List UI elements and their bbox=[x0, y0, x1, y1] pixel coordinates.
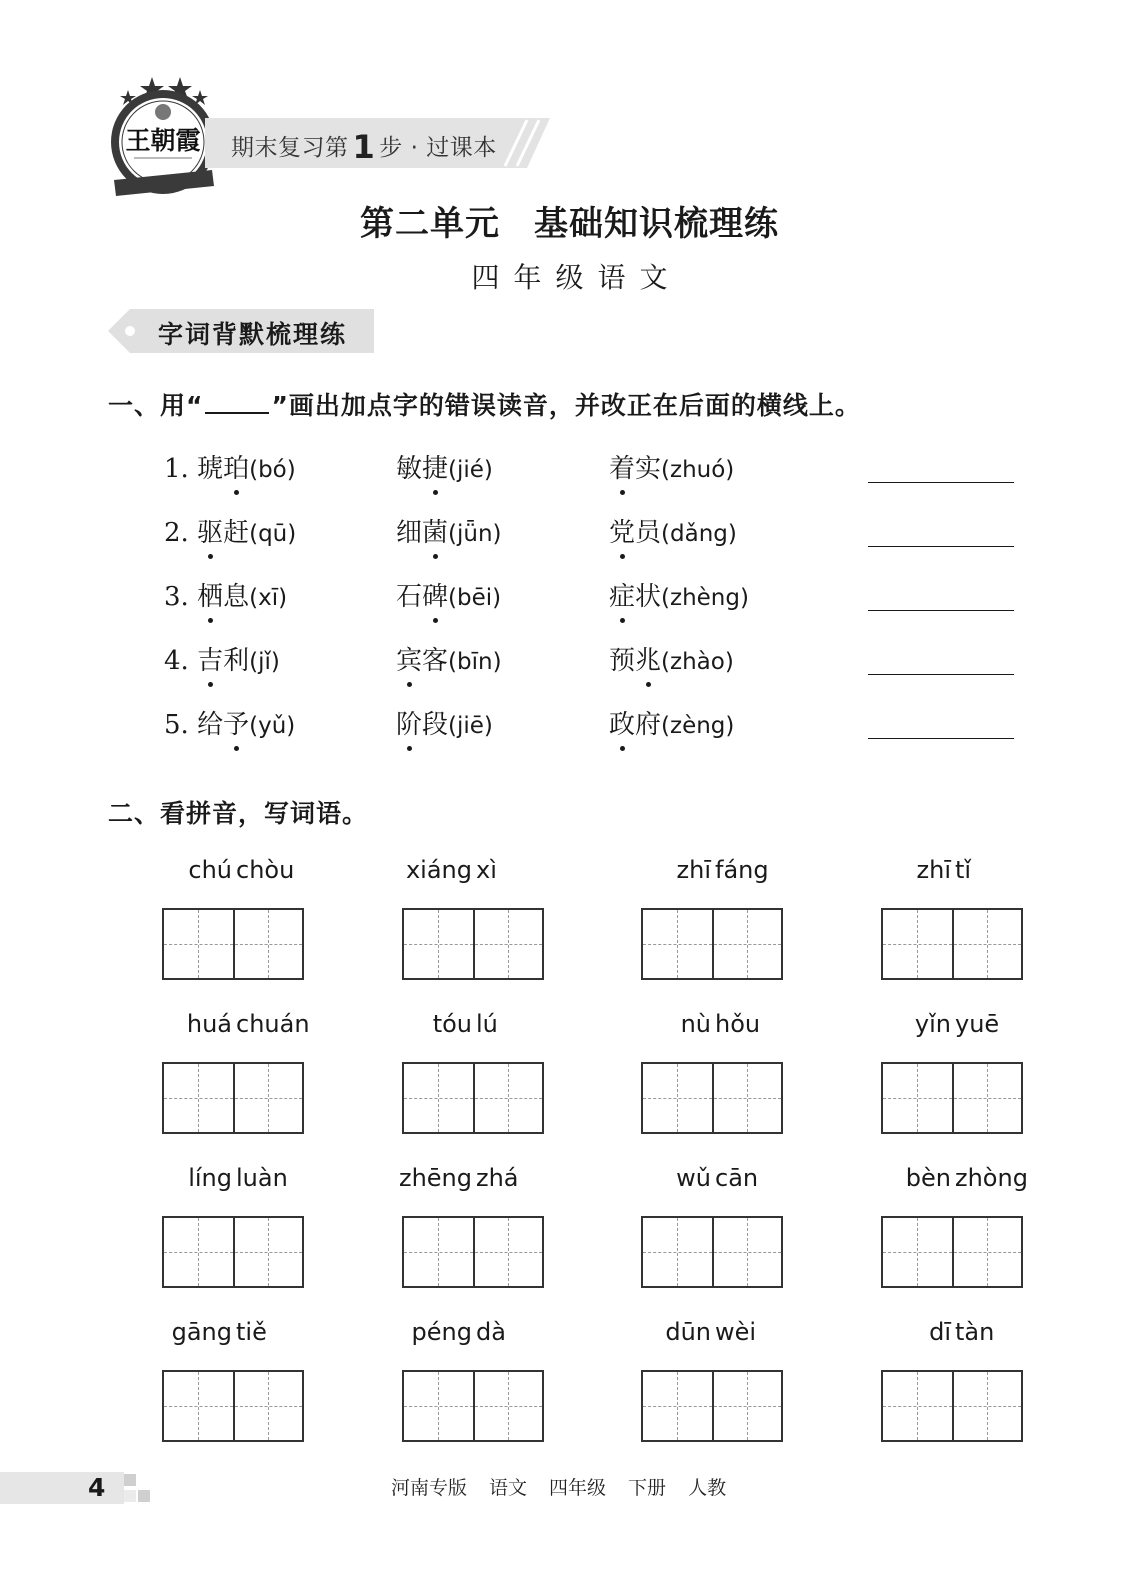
dotted-char: 政 bbox=[609, 704, 635, 741]
pinyin-syllable: zhòng bbox=[955, 1164, 1028, 1192]
word-item bbox=[164, 640, 280, 677]
pinyin-label bbox=[881, 1318, 1025, 1352]
question-1-row bbox=[0, 448, 1139, 488]
pinyin-syllable: luàn bbox=[236, 1164, 288, 1192]
pinyin-reading: (jié) bbox=[448, 457, 493, 483]
tianzige-box[interactable] bbox=[233, 1218, 302, 1286]
dotted-char: 菌 bbox=[422, 512, 448, 549]
pinyin-label bbox=[402, 1318, 546, 1352]
pinyin-syllable: yǐn bbox=[914, 1010, 951, 1038]
dotted-char: 阶 bbox=[396, 704, 422, 741]
word-char: 细 bbox=[396, 518, 423, 548]
pinyin-syllable: tǐ bbox=[955, 856, 972, 884]
tianzige-boxes bbox=[162, 908, 304, 980]
pinyin-syllable: cān bbox=[715, 1164, 759, 1192]
pinyin-reading: (yǔ) bbox=[249, 713, 296, 739]
word-char: 给 bbox=[197, 710, 224, 740]
pinyin-syllable: tóu bbox=[432, 1010, 472, 1038]
pinyin-syllable: yuē bbox=[955, 1010, 1000, 1038]
q1-head-prefix: 一、用“ bbox=[108, 391, 204, 420]
pinyin-syllable: chuán bbox=[236, 1010, 310, 1038]
pinyin-syllable: líng bbox=[188, 1164, 232, 1192]
word-char: 员 bbox=[635, 518, 662, 548]
section-tag bbox=[108, 309, 374, 353]
tianzige-boxes bbox=[881, 908, 1023, 980]
pinyin-reading: (bó) bbox=[249, 457, 296, 483]
word-item bbox=[396, 640, 502, 677]
word-char: 状 bbox=[635, 582, 662, 612]
question-2-heading: 二、看拼音，写词语。 bbox=[108, 799, 369, 828]
pinyin-label bbox=[402, 1010, 546, 1044]
word-item bbox=[396, 448, 493, 485]
answer-blank-line[interactable] bbox=[868, 738, 1014, 739]
title-unit: 第二单元 bbox=[360, 204, 500, 244]
question-1-row bbox=[0, 640, 1139, 680]
dotted-char: 宾 bbox=[396, 640, 422, 677]
tianzige-box[interactable] bbox=[643, 1372, 712, 1440]
pinyin-label bbox=[641, 1010, 785, 1044]
word-char: 赶 bbox=[223, 518, 250, 548]
pinyin-label bbox=[641, 1318, 785, 1352]
pinyin-syllable: tàn bbox=[955, 1318, 995, 1346]
pinyin-label bbox=[398, 1164, 546, 1198]
tianzige-box[interactable] bbox=[164, 1218, 233, 1286]
word-item bbox=[396, 512, 502, 549]
tianzige-box[interactable] bbox=[643, 1064, 712, 1132]
section-tag-label: 字词背默梳理练 bbox=[158, 320, 348, 349]
dotted-char: 症 bbox=[609, 576, 635, 613]
word-item bbox=[164, 576, 287, 613]
title-topic: 基础知识梳理练 bbox=[534, 204, 779, 244]
answer-blank-line[interactable] bbox=[868, 674, 1014, 675]
tianzige-boxes bbox=[402, 1216, 544, 1288]
pinyin-syllable: lú bbox=[476, 1010, 498, 1038]
pinyin-label bbox=[641, 1164, 785, 1198]
pinyin-label bbox=[402, 856, 546, 890]
pinyin-label bbox=[162, 1010, 310, 1044]
question-1-row bbox=[0, 576, 1139, 616]
footer-item: 人教 bbox=[688, 1477, 727, 1499]
item-number: 2. bbox=[164, 518, 198, 548]
word-item bbox=[609, 512, 737, 549]
step-banner bbox=[205, 118, 550, 168]
tianzige-box[interactable] bbox=[883, 1218, 952, 1286]
page-subtitle: 四年级语文 bbox=[471, 261, 682, 294]
tianzige-box[interactable] bbox=[473, 1064, 542, 1132]
item-number: 5. bbox=[164, 710, 198, 740]
tianzige-boxes bbox=[641, 1062, 783, 1134]
dotted-char: 珀 bbox=[223, 448, 249, 485]
word-item bbox=[164, 512, 296, 549]
tianzige-box[interactable] bbox=[473, 1372, 542, 1440]
word-item bbox=[164, 704, 295, 741]
tianzige-box[interactable] bbox=[712, 1372, 781, 1440]
pinyin-syllable: bèn bbox=[905, 1164, 951, 1192]
dotted-char: 吉 bbox=[197, 640, 223, 677]
tianzige-boxes bbox=[881, 1062, 1023, 1134]
pinyin-syllable: zhá bbox=[476, 1164, 519, 1192]
pinyin-label bbox=[162, 1318, 306, 1352]
word-char: 预 bbox=[609, 646, 636, 676]
footer-item: 语文 bbox=[489, 1477, 528, 1499]
pinyin-syllable: nù bbox=[680, 1010, 711, 1038]
tianzige-box[interactable] bbox=[404, 910, 473, 978]
pinyin-reading: (dǎng) bbox=[661, 521, 737, 547]
tianzige-boxes bbox=[881, 1216, 1023, 1288]
pinyin-syllable: fáng bbox=[715, 856, 769, 884]
tianzige-boxes bbox=[162, 1216, 304, 1288]
tianzige-box[interactable] bbox=[404, 1064, 473, 1132]
tianzige-box[interactable] bbox=[883, 1064, 952, 1132]
pinyin-syllable: zhī bbox=[916, 856, 951, 884]
pinyin-syllable: gāng bbox=[171, 1318, 232, 1346]
word-char: 利 bbox=[223, 646, 250, 676]
dotted-char: 捷 bbox=[422, 448, 448, 485]
banner-label bbox=[231, 125, 497, 166]
pinyin-label bbox=[881, 1010, 1025, 1044]
pinyin-syllable: wǔ bbox=[676, 1164, 711, 1192]
tianzige-box[interactable] bbox=[233, 910, 302, 978]
word-item bbox=[609, 704, 734, 741]
pinyin-reading: (zhào) bbox=[661, 649, 734, 675]
page-title bbox=[0, 196, 1139, 245]
footer-item: 下册 bbox=[628, 1477, 667, 1499]
pinyin-syllable: chú bbox=[188, 856, 232, 884]
tianzige-box[interactable] bbox=[883, 1372, 952, 1440]
tianzige-boxes bbox=[402, 1062, 544, 1134]
pinyin-label bbox=[162, 1164, 306, 1198]
tianzige-box[interactable] bbox=[952, 1372, 1021, 1440]
tianzige-boxes bbox=[641, 1370, 783, 1442]
dotted-char: 碑 bbox=[422, 576, 448, 613]
underline-sample bbox=[205, 392, 269, 414]
question-1-row bbox=[0, 704, 1139, 744]
item-number: 4. bbox=[164, 646, 198, 676]
pinyin-label bbox=[881, 1164, 1028, 1198]
dotted-char: 兆 bbox=[635, 640, 661, 677]
banner-step-number: 1 bbox=[352, 128, 376, 166]
tianzige-box[interactable] bbox=[712, 1064, 781, 1132]
item-number: 1. bbox=[164, 454, 198, 484]
tianzige-box[interactable] bbox=[233, 1372, 302, 1440]
page-number: 4 bbox=[88, 1473, 106, 1502]
tianzige-box[interactable] bbox=[952, 1218, 1021, 1286]
pinyin-label bbox=[162, 856, 306, 890]
tianzige-box[interactable] bbox=[712, 910, 781, 978]
tianzige-boxes bbox=[162, 1370, 304, 1442]
pinyin-label bbox=[641, 856, 785, 890]
pinyin-syllable: wèi bbox=[715, 1318, 757, 1346]
tianzige-box[interactable] bbox=[164, 910, 233, 978]
tianzige-boxes bbox=[881, 1370, 1023, 1442]
pinyin-reading: (bīn) bbox=[448, 649, 502, 675]
footer-decor-square bbox=[138, 1490, 150, 1502]
word-char: 客 bbox=[422, 646, 449, 676]
footer-decor-square bbox=[124, 1490, 136, 1502]
pinyin-reading: (bēi) bbox=[448, 585, 502, 611]
tianzige-box[interactable] bbox=[164, 1064, 233, 1132]
banner-prefix: 期末复习第 bbox=[231, 135, 349, 161]
question-1-row bbox=[0, 512, 1139, 552]
word-item bbox=[396, 704, 493, 741]
pinyin-reading: (zhuó) bbox=[661, 457, 735, 483]
answer-blank-line[interactable] bbox=[868, 610, 1014, 611]
footer-decor-square bbox=[124, 1474, 136, 1486]
tianzige-box[interactable] bbox=[952, 910, 1021, 978]
tianzige-box[interactable] bbox=[883, 910, 952, 978]
q1-head-suffix: ”画出加点字的错误读音，并改正在后面的横线上。 bbox=[271, 391, 861, 420]
pinyin-reading: (jǐ) bbox=[249, 649, 280, 675]
word-char: 息 bbox=[223, 582, 250, 612]
tianzige-box[interactable] bbox=[643, 910, 712, 978]
tianzige-box[interactable] bbox=[473, 910, 542, 978]
dotted-char: 驱 bbox=[197, 512, 223, 549]
pinyin-syllable: xiáng bbox=[405, 856, 472, 884]
answer-blank-line[interactable] bbox=[868, 546, 1014, 547]
pinyin-label bbox=[881, 856, 1025, 890]
pinyin-syllable: dūn bbox=[665, 1318, 711, 1346]
pinyin-syllable: dī bbox=[929, 1318, 951, 1346]
item-number: 3. bbox=[164, 582, 198, 612]
word-char: 敏 bbox=[396, 454, 423, 484]
tianzige-box[interactable] bbox=[404, 1372, 473, 1440]
tianzige-box[interactable] bbox=[233, 1064, 302, 1132]
pinyin-reading: (xī) bbox=[249, 585, 288, 611]
footer-item: 河南专版 bbox=[391, 1477, 468, 1499]
tianzige-box[interactable] bbox=[473, 1218, 542, 1286]
pinyin-syllable: chòu bbox=[236, 856, 295, 884]
tianzige-boxes bbox=[641, 908, 783, 980]
tianzige-box[interactable] bbox=[164, 1372, 233, 1440]
pinyin-syllable: tiě bbox=[236, 1318, 267, 1346]
tianzige-box[interactable] bbox=[643, 1218, 712, 1286]
pinyin-syllable: péng bbox=[411, 1318, 472, 1346]
word-item bbox=[609, 640, 734, 677]
pinyin-syllable: xì bbox=[476, 856, 497, 884]
pinyin-reading: (zèng) bbox=[661, 713, 735, 739]
pinyin-syllable: hǒu bbox=[715, 1010, 761, 1038]
pinyin-syllable: huá bbox=[186, 1010, 232, 1038]
svg-text:王朝霞: 王朝霞 bbox=[125, 126, 201, 155]
tianzige-box[interactable] bbox=[404, 1218, 473, 1286]
tianzige-boxes bbox=[402, 1370, 544, 1442]
pinyin-reading: (jǖn) bbox=[448, 521, 502, 547]
tianzige-boxes bbox=[641, 1216, 783, 1288]
word-item bbox=[164, 448, 296, 485]
word-item bbox=[609, 448, 734, 485]
pinyin-reading: (zhèng) bbox=[661, 585, 749, 611]
word-item bbox=[396, 576, 501, 613]
word-item bbox=[609, 576, 749, 613]
pinyin-syllable: dà bbox=[476, 1318, 506, 1346]
footer-item: 四年级 bbox=[549, 1477, 607, 1499]
answer-blank-line[interactable] bbox=[868, 482, 1014, 483]
pinyin-syllable: zhēng bbox=[398, 1164, 472, 1192]
word-char: 琥 bbox=[197, 454, 224, 484]
question-1-heading bbox=[108, 386, 861, 422]
dotted-char: 栖 bbox=[197, 576, 223, 613]
pinyin-syllable: zhī bbox=[676, 856, 711, 884]
tianzige-boxes bbox=[402, 908, 544, 980]
tianzige-boxes bbox=[162, 1062, 304, 1134]
pinyin-reading: (qū) bbox=[249, 521, 297, 547]
dotted-char: 着 bbox=[609, 448, 635, 485]
dotted-char: 党 bbox=[609, 512, 635, 549]
banner-suffix: 步 · 过课本 bbox=[379, 135, 497, 161]
tianzige-box[interactable] bbox=[952, 1064, 1021, 1132]
word-char: 石 bbox=[396, 582, 423, 612]
word-char: 段 bbox=[422, 710, 449, 740]
dotted-char: 予 bbox=[223, 704, 249, 741]
word-char: 实 bbox=[635, 454, 662, 484]
tianzige-box[interactable] bbox=[712, 1218, 781, 1286]
word-char: 府 bbox=[635, 710, 662, 740]
footer-book-info bbox=[391, 1473, 748, 1500]
pinyin-reading: (jiē) bbox=[448, 713, 493, 739]
